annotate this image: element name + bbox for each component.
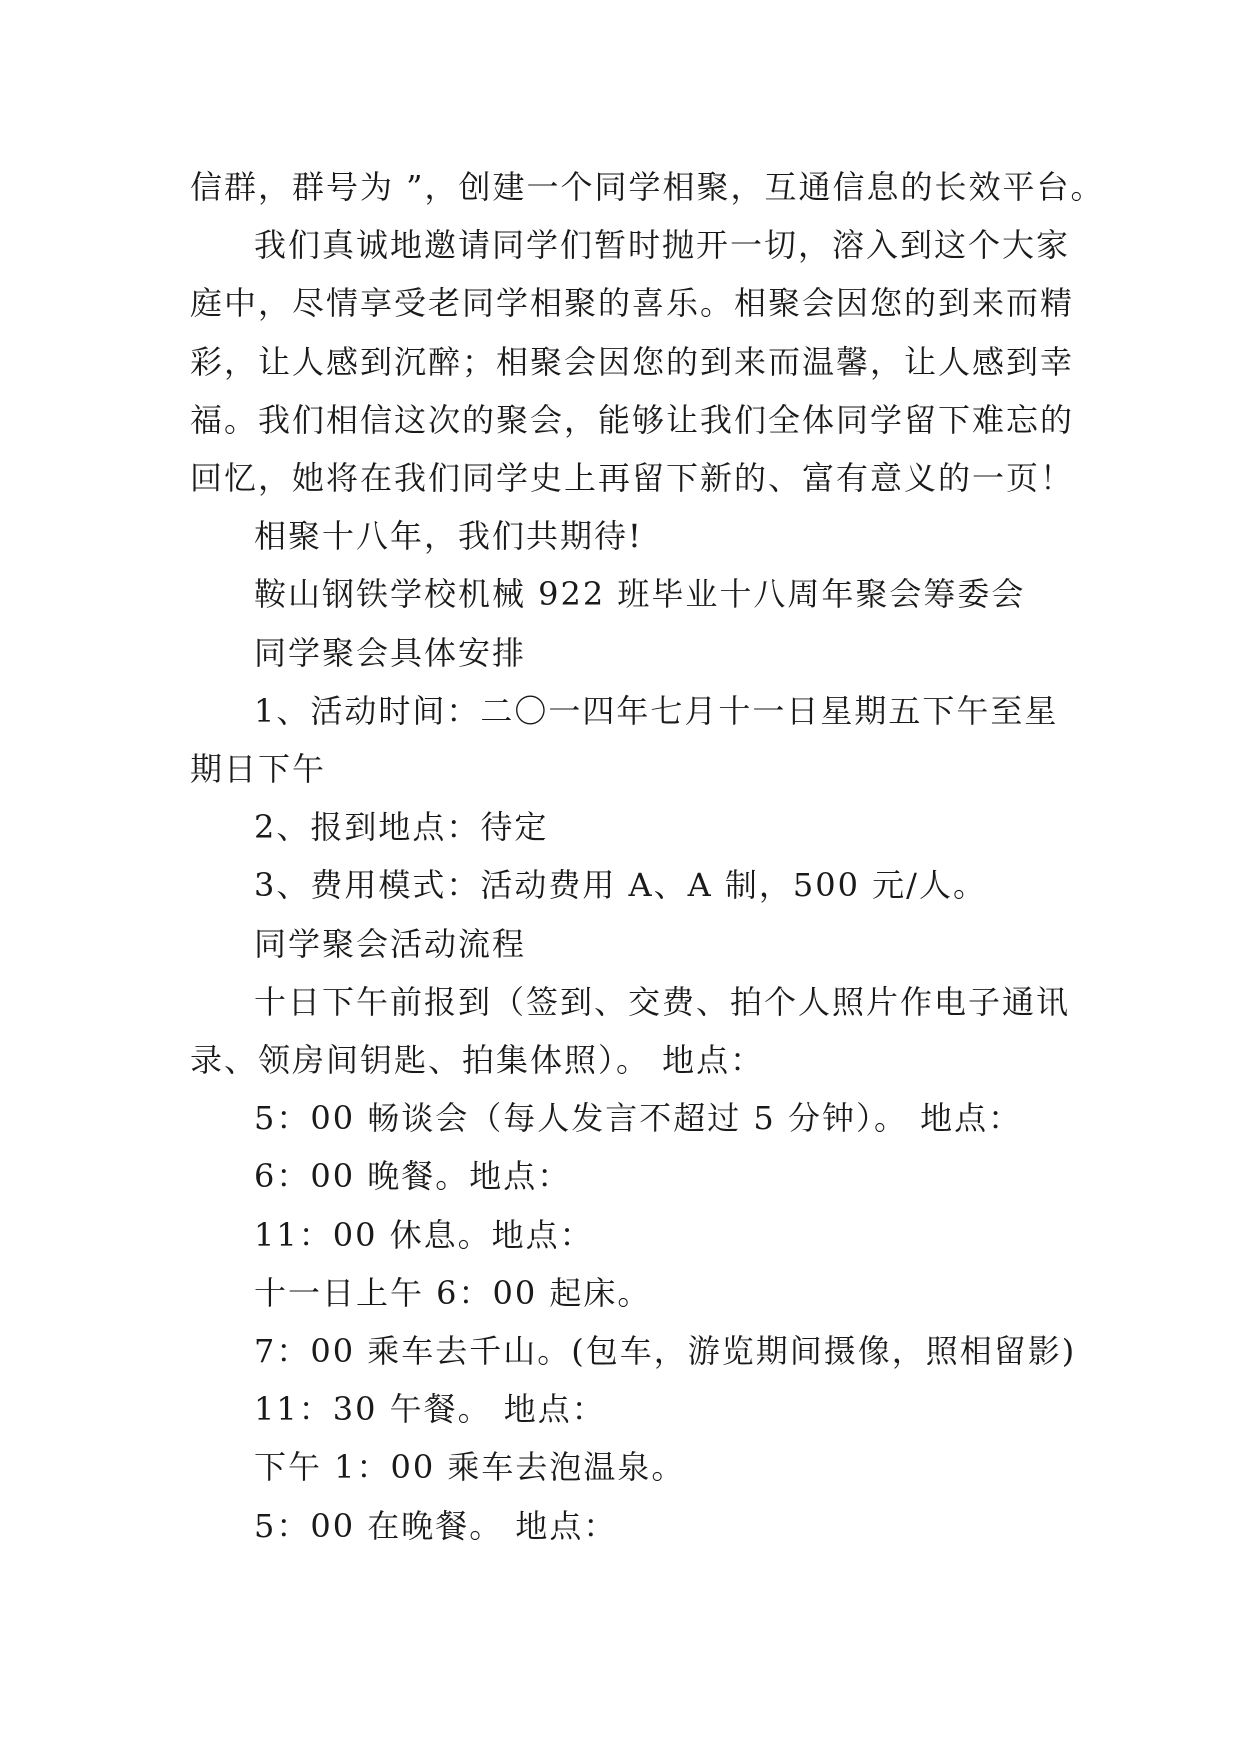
list-item: 2、报到地点：待定 — [254, 808, 549, 847]
schedule-item: 7：00 乘车去千山。(包车，游览期间摄像，照相留影) — [254, 1332, 1077, 1371]
document-body — [190, 158, 1105, 1555]
schedule-item: 十日下午前报到（签到、交费、拍个人照片作电子通讯 — [254, 982, 1071, 1021]
schedule-item-continuation: 录、领房间钥匙、拍集体照）。 地点： — [190, 1041, 765, 1080]
schedule-item: 5：00 在晚餐。 地点： — [254, 1506, 618, 1545]
schedule-item: 5：00 畅谈会（每人发言不超过 5 分钟）。 地点： — [254, 1099, 1023, 1138]
text-line: 彩，让人感到沉醉；相聚会因您的到来而温馨，让人感到幸 — [190, 342, 1075, 381]
schedule-item: 11：30 午餐。 地点： — [254, 1390, 606, 1429]
schedule-item: 11：00 休息。地点： — [254, 1215, 594, 1254]
list-item-continuation: 期日下午 — [190, 750, 327, 789]
schedule-item: 下午 1：00 乘车去泡温泉。 — [254, 1448, 686, 1487]
list-item: 3、费用模式：活动费用 A、A 制，500 元/人。 — [254, 866, 987, 905]
section-heading: 同学聚会具体安排 — [254, 633, 527, 672]
schedule-item: 6：00 晚餐。地点： — [254, 1157, 572, 1196]
text-line: 回忆，她将在我们同学史上再留下新的、富有意义的一页！ — [190, 459, 1075, 498]
text-line: 庭中，尽情享受老同学相聚的喜乐。相聚会因您的到来而精 — [190, 284, 1075, 323]
text-line: 福。我们相信这次的聚会，能够让我们全体同学留下难忘的 — [190, 400, 1075, 439]
list-item: 1、活动时间：二〇一四年七月十一日星期五下午至星 — [254, 691, 1059, 730]
signature-line: 鞍山钢铁学校机械 922 班毕业十八周年聚会筹委会 — [254, 575, 1026, 614]
section-heading: 同学聚会活动流程 — [254, 924, 527, 963]
text-line: 我们真诚地邀请同学们暂时抛开一切，溶入到这个大家 — [254, 226, 1071, 265]
schedule-item: 十一日上午 6：00 起床。 — [254, 1273, 652, 1312]
text-line: 相聚十八年，我们共期待! — [254, 517, 643, 556]
text-line: 信群，群号为 ”，创建一个同学相聚，互通信息的长效平台。 — [190, 168, 1105, 206]
